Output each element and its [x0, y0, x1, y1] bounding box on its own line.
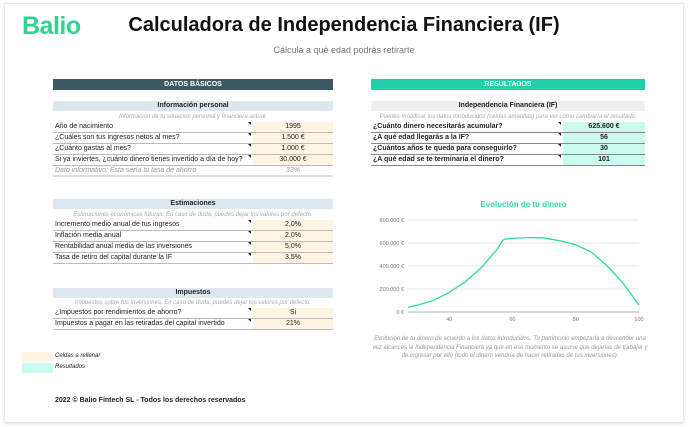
estimaciones-section: [53, 199, 333, 264]
series-line: [408, 237, 639, 307]
row-value-cell[interactable]: 3,5%: [253, 253, 333, 263]
savings-rate-value: 33%: [285, 167, 300, 174]
y-tick-label: 800.000 €: [379, 218, 404, 224]
row-value-cell: 56: [563, 133, 645, 143]
datos-basicos-banner: DATOS BÁSICOS: [53, 79, 333, 90]
table-row: [53, 122, 333, 133]
x-tick-label: 40: [446, 317, 453, 323]
page-subtitle: Cálcula a qué edad podrás retirarte: [273, 45, 415, 55]
row-label: Inflación media anual: [53, 231, 253, 241]
legend-results-label: Resultados: [55, 364, 86, 370]
section-note: Estimaciones económicas futuras. En caso de duda, puedes dejar los valores por defecto.: [73, 212, 313, 218]
y-tick-label: 0 €: [396, 310, 404, 316]
row-label: ¿A qué edad se te terminaría el dinero?: [371, 155, 563, 165]
legend-fill-label: Celdas a rellenar: [55, 353, 101, 359]
row-value-cell[interactable]: 1.500 €: [253, 133, 333, 143]
balio-logo: Balio: [22, 12, 81, 40]
money-evolution-chart: [360, 195, 655, 325]
table-row: [371, 155, 645, 166]
row-value-cell[interactable]: 1.000 €: [253, 144, 333, 154]
row-label: ¿A qué edad llegarás a la IF?: [371, 133, 563, 143]
table-row: [371, 144, 645, 155]
section-title: Impuestos: [53, 288, 333, 298]
legend-fill-swatch: [22, 352, 53, 362]
table-row: [53, 319, 333, 330]
row-value-cell[interactable]: 21%: [253, 319, 333, 329]
table-row: [53, 308, 333, 319]
table-row: [53, 231, 333, 242]
row-label: Año de nacimiento: [53, 122, 253, 132]
chart-title: Evolución de tu dinero: [480, 200, 567, 209]
y-tick-label: 200.000 €: [379, 287, 404, 293]
row-value-cell[interactable]: 30.000 €: [253, 155, 333, 165]
row-label: ¿Impuestos por rendimientos de ahorro?: [53, 308, 253, 318]
row-value-cell[interactable]: 5,0%: [253, 242, 333, 252]
section-title: Información personal: [53, 101, 333, 111]
table-row: [53, 220, 333, 231]
chart-caption: Evolución de tu dinero de acuerdo a los datos introducidos. Tu patrimonio empezaría a descender una vez alcances la Independencia Financiera ya que en ese momento se asume que dejarías de trabajar y de ingresar por ello (todo el dinero vendría de hacer retiradas de tus inversiones).: [372, 336, 648, 359]
row-value-cell: 101: [563, 155, 645, 165]
table-row: [53, 133, 333, 144]
row-label: Rentabilidad anual media de las inversiones: [53, 242, 253, 252]
impuestos-section: [53, 288, 333, 330]
footer-copyright: 2022 © Balio Fintech SL - Todos los derechos reservados: [55, 397, 246, 404]
row-label: Dato informativo: Esta sería tu tasa de ahorro: [55, 167, 197, 174]
savings-rate-row: [53, 166, 333, 177]
x-tick-label: 80: [572, 317, 579, 323]
x-tick-label: 100: [634, 317, 644, 323]
table-row: [371, 133, 645, 144]
row-label: ¿Cuáles son tus ingresos netos al mes?: [53, 133, 253, 143]
row-value-cell[interactable]: 2,0%: [253, 231, 333, 241]
table-row: [53, 253, 333, 264]
page-title: Calculadora de Independencia Financiera (IF): [128, 14, 560, 36]
row-value-cell: 30: [563, 144, 645, 154]
section-note: Puedes modificar los datos introducidos (celdas amarillas) para ver cómo cambiaría el resultado.: [379, 114, 637, 120]
row-label: Incremento medio anual de tus ingresos: [53, 220, 253, 230]
y-tick-label: 600.000 €: [379, 241, 404, 247]
row-label: Si ya inviertes, ¿cuánto dinero tienes invertido a día de hoy?: [53, 155, 253, 165]
row-value-cell[interactable]: 2,0%: [253, 220, 333, 230]
row-value-cell[interactable]: 1995: [253, 122, 333, 132]
section-title: Estimaciones: [53, 199, 333, 209]
legend-results-swatch: [22, 363, 53, 373]
row-label: ¿Cuántos años te queda para conseguirlo?: [371, 144, 563, 154]
y-tick-label: 400.000 €: [379, 264, 404, 270]
section-note: Información de tu situación personal y financiera actual.: [118, 114, 268, 120]
row-label: Tasa de retiro del capital durante la IF: [53, 253, 253, 263]
personal-section: [53, 101, 333, 177]
x-tick-label: 60: [509, 317, 516, 323]
table-row: [53, 144, 333, 155]
section-note: Impuestos sobre tus inversiones. En caso de duda, puedes dejar los valores por defecto.: [74, 300, 312, 306]
resultados-banner: RESULTADOS: [371, 79, 645, 90]
row-value-cell[interactable]: Si: [253, 308, 333, 318]
row-value-cell: 625.600 €: [563, 122, 645, 132]
row-label: ¿Cuánto dinero necesitarás acumular?: [371, 122, 563, 132]
row-label: Impuestos a pagar en las retiradas del capital invertido: [53, 319, 253, 329]
results-section: [371, 101, 645, 166]
table-row: [53, 242, 333, 253]
table-row: [53, 155, 333, 166]
row-label: ¿Cuánto gastas al mes?: [53, 144, 253, 154]
section-title: Independencia Financiera (IF): [371, 101, 645, 111]
table-row: [371, 122, 645, 133]
